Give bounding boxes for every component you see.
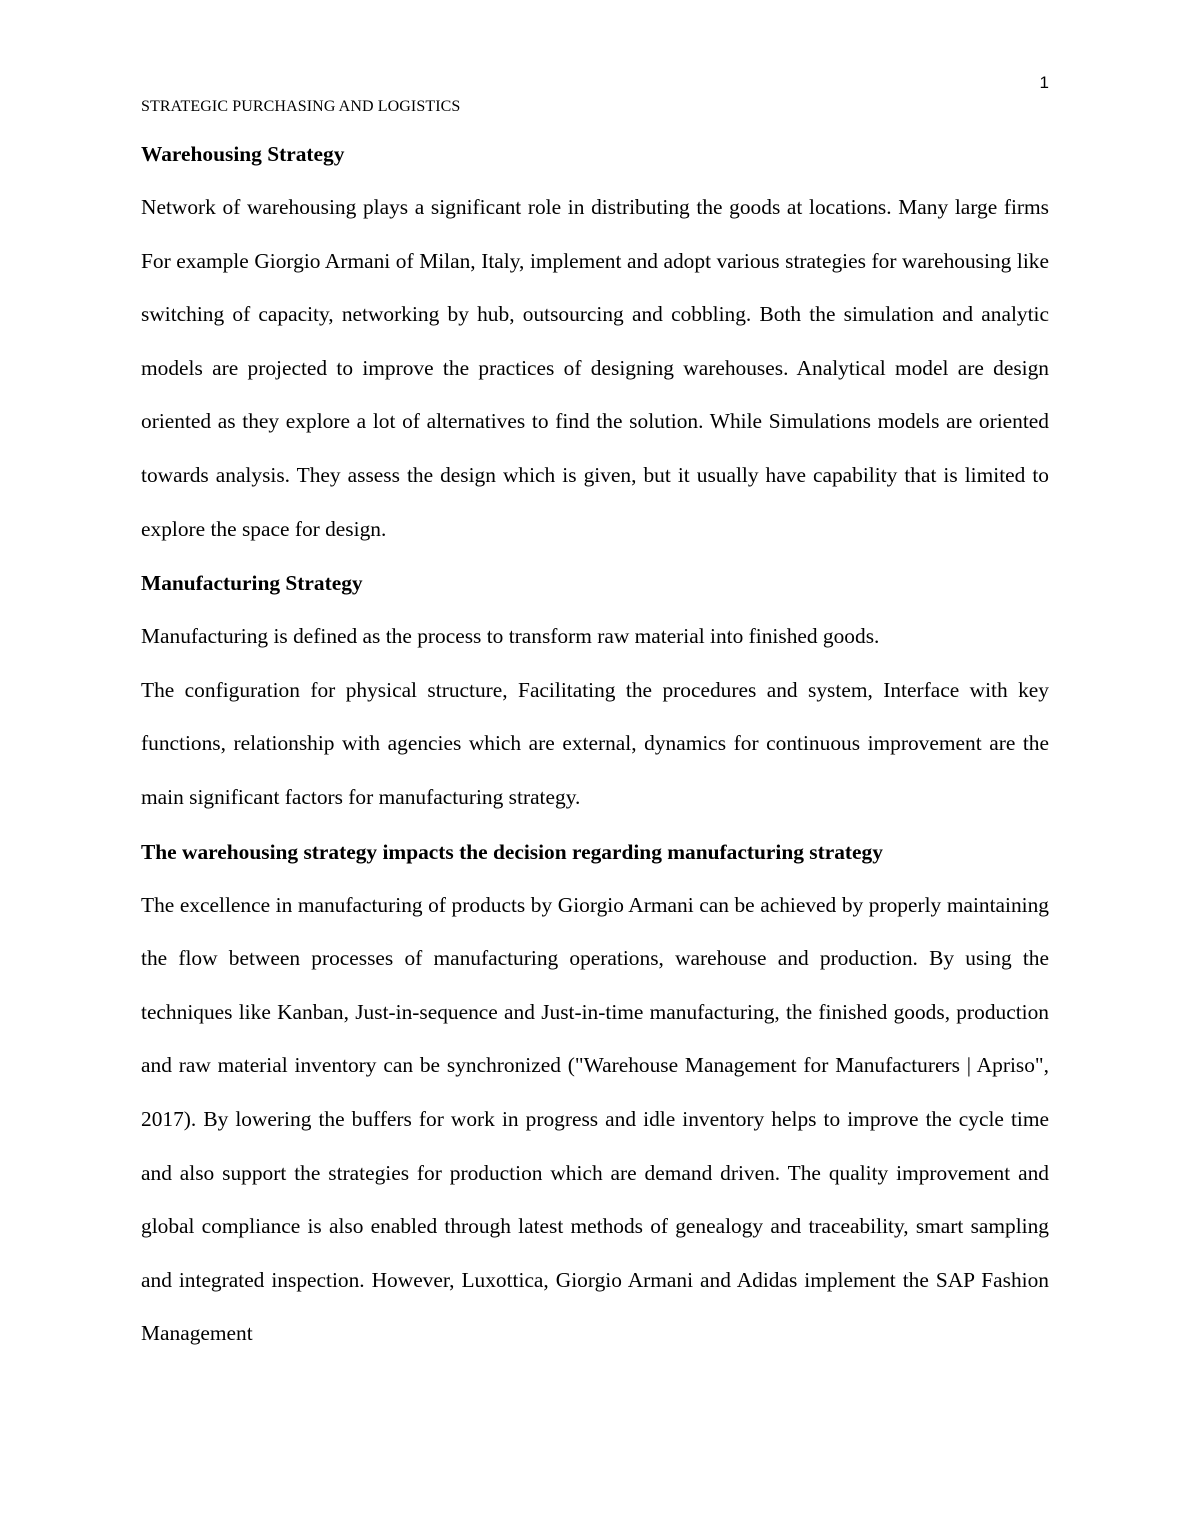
page-number: 1 (1039, 73, 1049, 92)
manufacturing-definition-paragraph: Manufacturing is defined as the process to transform raw material into finished goods. (141, 624, 880, 649)
manufacturing-factors-paragraph: The configuration for physical structure, Facilitating the procedures and system, Interface with key functions, relationship with agencies which are external, dynamics for continuous improvement are the main significant factors for manufacturing strategy. (141, 677, 1049, 809)
warehousing-strategy-heading: Warehousing Strategy (141, 142, 345, 166)
impact-heading: The warehousing strategy impacts the decision regarding manufacturing strategy (141, 839, 883, 864)
document-body (141, 127, 1049, 1361)
manufacturing-strategy-heading: Manufacturing Strategy (141, 571, 363, 596)
impact-paragraph: The excellence in manufacturing of products by Giorgio Armani can be achieved by properly maintaining the flow between processes of manufacturing operations, warehouse and production. By using the techniques like Kanban, Just-in-sequence and Just-in-time manufacturing, the finished goods, production and raw material inventory can be synchronized ("Warehouse Management for Manufacturers | Apriso", 2017). By lowering the buffers for work in progress and idle inventory helps to improve the cycle time and also support the strategies for production which are demand driven. The quality improvement and global compliance is also enabled through latest methods of genealogy and traceability, smart sampling and integrated inspection. However, Luxottica, Giorgio Armani and Adidas implement the SAP Fashion Management (141, 892, 1049, 1346)
running-head: STRATEGIC PURCHASING AND LOGISTICS (141, 98, 461, 115)
warehousing-strategy-paragraph: Network of warehousing plays a significant role in distributing the goods at locations. Many large firms For example Giorgio Armani of Milan, Italy, implement and adopt various strategies for warehousing like switching of capacity, networking by hub, outsourcing and cobbling. Both the simulation and analytic models are projected to improve the practices of designing warehouses. Analytical model are design oriented as they explore a lot of alternatives to find the solution. While Simulations models are oriented towards analysis. They assess the design which is given, but it usually have capability that is limited to explore the space for design. (141, 195, 1049, 541)
